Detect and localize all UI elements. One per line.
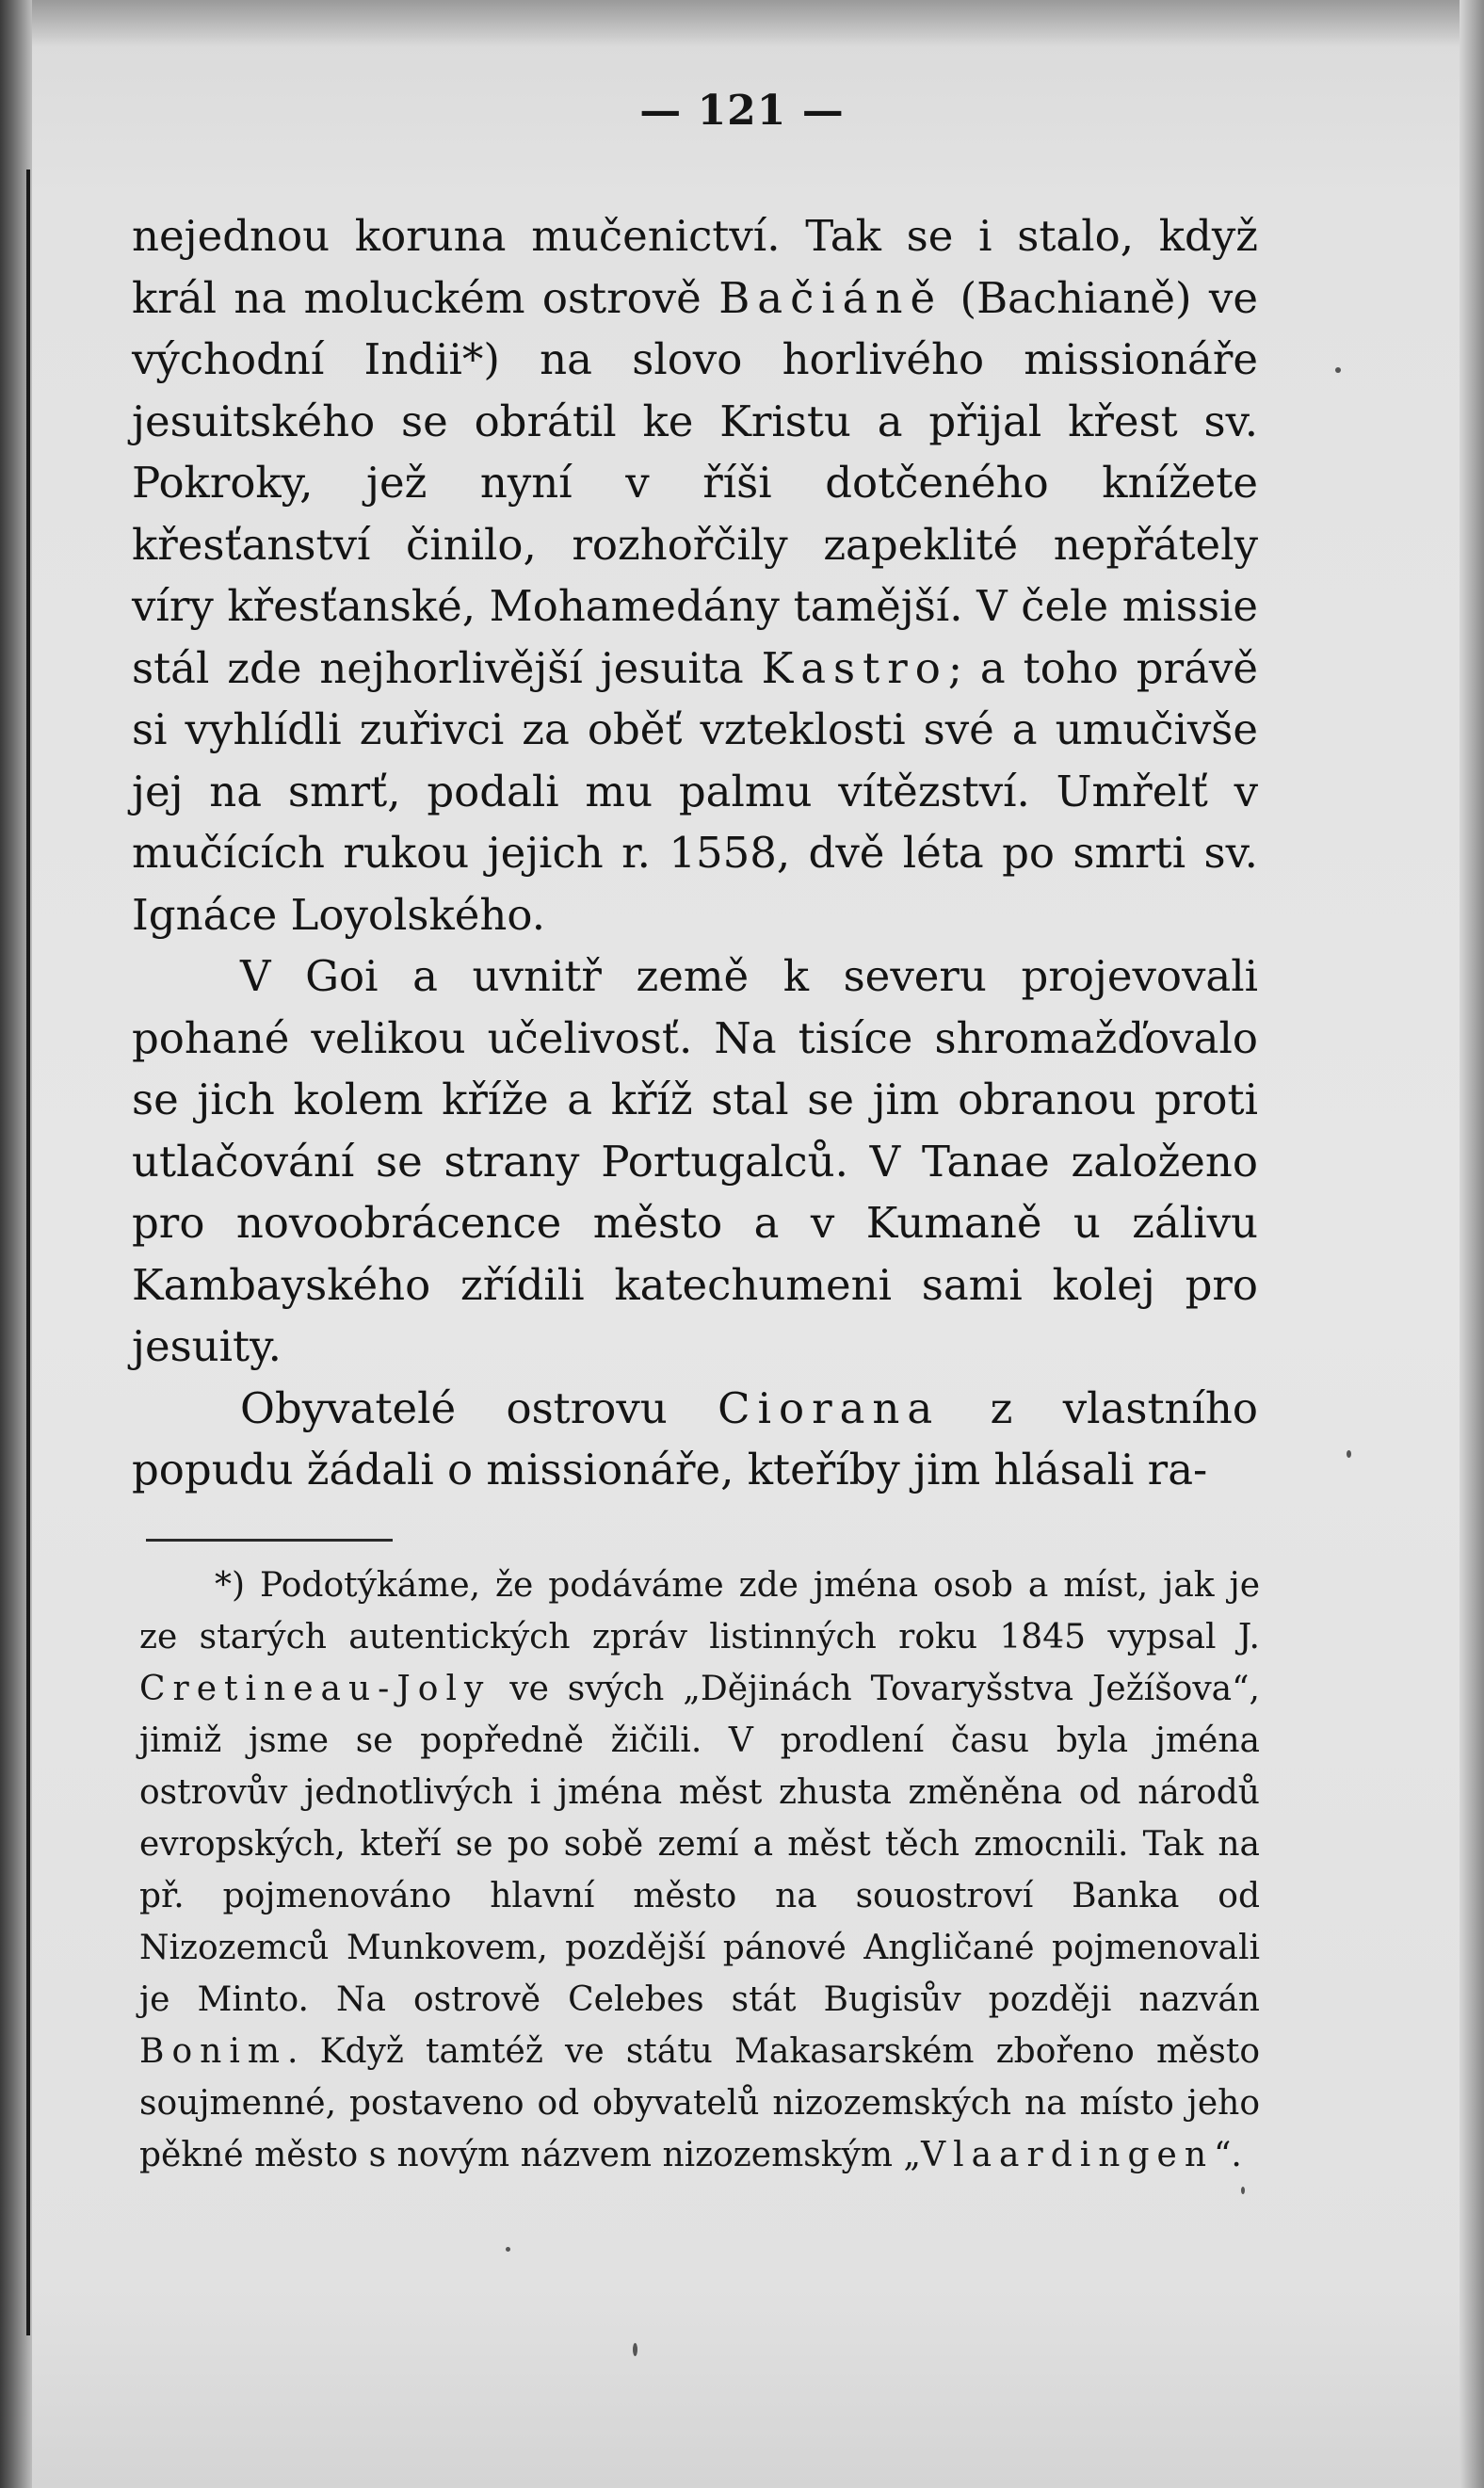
scan-speck	[1347, 1450, 1351, 1458]
scan-speck	[633, 2343, 637, 2356]
scan-speck	[506, 2247, 510, 2252]
footnote-text-d: “.	[1214, 2136, 1242, 2174]
footnote-text-c: . Když tamtéž ve státu Makasarském zbořeno město soujmenné, postaveno od obyvatelů nizozemských na místo jeho pěkné město s novým názvem nizozemským „	[139, 2032, 1260, 2174]
scan-speck	[1335, 367, 1341, 373]
spaced-name-ciorana: Ciorana	[718, 1382, 941, 1433]
footnote-divider	[146, 1539, 393, 1542]
page-number: — 121 —	[639, 87, 845, 135]
spaced-name-baciane: Bačiáně	[718, 272, 944, 323]
paragraph-3-text-b: z vlastního popudu žádali o missionáře, kteříby jim hlásali ra-	[132, 1382, 1258, 1494]
paragraph-3	[132, 1378, 1258, 1501]
paragraph-1-text-a: nejednou koruna mučenictví. Tak se i stalo, když král na moluckém ostrově	[132, 211, 1258, 323]
left-binding-edge	[26, 170, 30, 2335]
main-text	[132, 205, 1258, 1501]
spaced-name-cretineau: Cretineau-Joly	[139, 1670, 492, 1708]
paragraph-2: V Goi a uvnitř země k severu projevovali pohané velikou učelivosť. Na tisíce shromažďovalo se jich kolem kříže a kříž stal se jim obranou proti utlačování se strany Portugalců. V Tanae založeno pro novoobrácence město a v Kumaně u zálivu Kambayského zřídili katechumeni sami kolej pro jesuity.	[132, 951, 1258, 1371]
paragraph-1	[132, 205, 1258, 945]
footnote-text-a: *) Podotýkáme, že podáváme zde jména osob a míst, jak je ze starých autentických zpráv listinných roku 1845 vypsal J.	[139, 1566, 1260, 1656]
footnote-text-b: ve svých „Dějinách Tovaryšstva Ježíšova“, jimiž jsme se popředně žičili. V prodlení času byla jména ostrovův jednotlivých i jména měst zhusta změněna od národů evropských, kteří se po sobě zemí a měst těch zmocnili. Tak na př. pojmenováno hlavní město na souostroví Banka od Nizozemců Munkovem, pozdější pánové Angličané pojmenovali je Minto. Na ostrově Celebes stát Bugisův později nazván	[139, 1670, 1260, 2019]
spaced-name-kastro: Kastro	[761, 642, 948, 693]
paragraph-1-text-b: (Bachianě) ve východní Indii*) na slovo horlivého missionáře jesuitského se obrátil ke Kristu a přijal křest sv. Pokroky, jež nyní v říši dotčeného knížete křesťanství činilo, rozhořčily zapeklité nepřátely víry křesťanské, Mohamedány tamější. V čele missie stál zde nejhorlivější jesuita	[132, 272, 1258, 693]
footnote	[139, 1559, 1260, 2181]
footnote-paragraph	[139, 1559, 1260, 2181]
paragraph-3-text-a: Obyvatelé ostrovu	[240, 1382, 718, 1433]
spaced-name-bonim: Bonim	[139, 2032, 287, 2071]
paragraph-1-text-c: ; a toho právě si vyhlídli zuřivci za oběť vzteklosti své a umučivše jej na smrť, podali mu palmu vítězství. Umřelť v mučících rukou jejich r. 1558, dvě léta po smrti sv. Ignáce Loyolského.	[132, 642, 1258, 940]
top-scan-shadow	[0, 0, 1484, 47]
scan-speck	[1241, 2187, 1245, 2194]
spaced-name-vlaardingen: Vlaardingen	[921, 2136, 1215, 2174]
right-scan-shadow	[1460, 0, 1484, 2488]
